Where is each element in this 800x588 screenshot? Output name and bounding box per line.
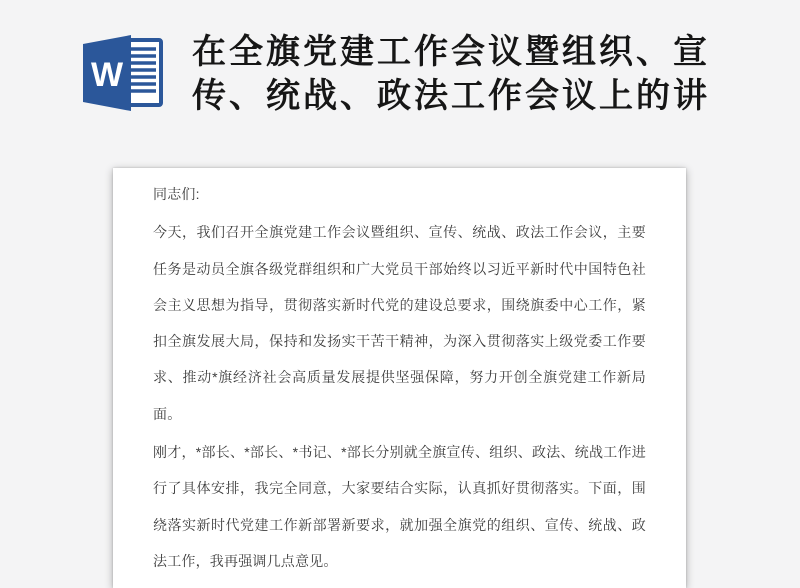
word-file-icon <box>78 33 166 113</box>
document-page <box>113 168 686 588</box>
document-page-content <box>113 168 686 579</box>
document-title-line-2: 传、统战、政法工作会议上的讲 <box>192 77 710 115</box>
document-title-line-1: 在全旗党建工作会议暨组织、宣 <box>192 33 710 71</box>
paragraph-body-2: 刚才，*部长、*部长、*书记、*部长分别就全旗宣传、组织、政法、统战工作进行了具体安排，我完全同意，大家要结合实际，认真抓好贯彻落实。下面，围绕落实新时代党建工作新部署新要求，就加强全旗党的组织、宣传、统战、政法工作，我再强调几点意见。 <box>153 444 646 569</box>
document-title <box>192 30 740 118</box>
paragraph-body-1: 今天，我们召开全旗党建工作会议暨组织、宣传、统战、政法工作会议，主要任务是动员全旗各级党群组织和广大党员干部始终以习近平新时代中国特色社会主义思想为指导，贯彻落实新时代党的建设总要求，围绕旗委中心工作，紧扣全旗发展大局，保持和发扬实干苦干精神，为深入贯彻落实上级党委工作要求、推动*旗经济社会高质量发展提供坚强保障，努力开创全旗党建工作新局面。 <box>153 224 646 422</box>
header <box>78 30 740 118</box>
word-icon-letter: W <box>90 56 124 94</box>
paragraph-salutation: 同志们: <box>153 186 200 202</box>
